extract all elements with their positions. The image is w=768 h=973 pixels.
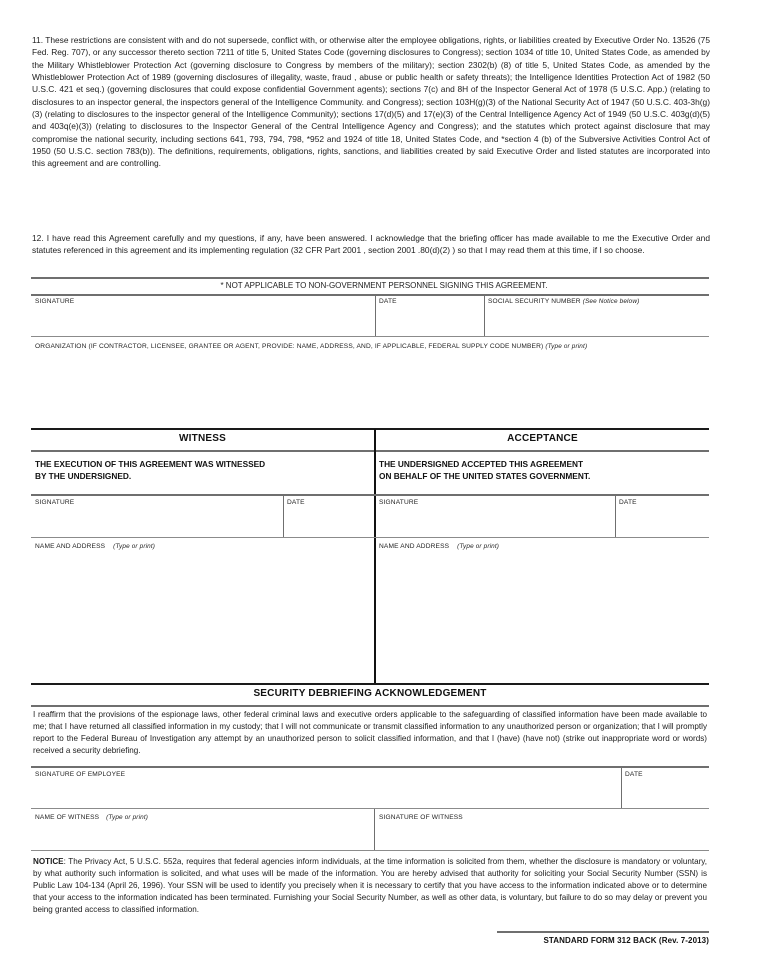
witness-signature-field-label: SIGNATURE [35,499,75,506]
acceptance-name-address-label-text: NAME AND ADDRESS [379,543,450,550]
ssn-input-area[interactable] [486,305,706,335]
form-identifier-footer: STANDARD FORM 312 BACK (Rev. 7-2013) [543,936,709,945]
witness-name-address-label-text: NAME AND ADDRESS [35,543,106,550]
acceptance-statement-line-1: THE UNDERSIGNED ACCEPTED THIS AGREEMENT [379,459,584,469]
signature-date-input-area[interactable] [377,305,482,335]
signature-row-top-rule [31,294,709,296]
debriefing-witness-name-field-label [35,814,148,821]
acceptance-section-heading: ACCEPTANCE [507,433,578,444]
witness-statement [35,459,365,482]
debriefing-signature-row-top-rule [31,766,709,768]
witness-date-field-label: DATE [287,499,305,506]
footer-top-rule [497,931,709,933]
witness-acceptance-center-divider [374,429,376,683]
notice-label: NOTICE [33,857,64,866]
debriefing-witness-name-input-area[interactable] [33,822,372,849]
acceptance-name-address-type-or-print-note: (Type or print) [457,543,500,550]
debriefing-witness-signature-input-area[interactable] [377,822,707,849]
notice-body: : The Privacy Act, 5 U.S.C. 552a, requires that federal agencies inform individuals, at the time information is solicited from them, whether the disclosure is mandatory or voluntary, by what authority such information is solicited, and what uses will be made of the information. You are hereby advised that authority for soliciting your Social Security Number (SSN) is Public Law 104-134 (April 26, 1996). Your SSN will be used to identify you precisely when it is necessary to certify that you have access to the information indicated above or to determine that your access to the information indicated has been terminated. Furnishing your Social Security Number, as well as other data, is voluntary, but failure to do so may delay or prevent you being granted access to classified information. [33,857,707,914]
organization-label-text: ORGANIZATION (IF CONTRACTOR, LICENSEE, GRANTEE OR AGENT, PROVIDE: NAME, ADDRESS, AND, IF APPLICABLE, FEDERAL SUPPLY CODE NUMBER) [35,343,544,350]
debriefing-top-rule [31,683,709,685]
witness-acceptance-heading-bottom-rule [31,450,709,452]
debriefing-signature-row-bottom-rule [31,808,709,809]
employee-signature-date-input-area[interactable] [623,778,707,807]
witness-name-signature-divider [374,809,375,850]
witness-name-address-input-area[interactable] [33,552,371,680]
acceptance-signature-field-label: SIGNATURE [379,499,419,506]
witness-acceptance-top-rule [31,428,709,430]
acceptance-statement [379,459,709,482]
debriefing-body-paragraph: I reaffirm that the provisions of the espionage laws, other federal criminal laws and executive orders applicable to the safeguarding of classified information have been made available to me; that I have returned all classified information in my custody; that I will not communicate or transmit classified information to any unauthorized person or organization; that I will promptly report to the Federal Bureau of Investigation any attempt by an unauthorized person to solicit classified information, and that I (have) (have not) (strike out inappropriate word or words) received a security debriefing. [33,710,707,755]
signature-row-bottom-rule [31,336,709,337]
privacy-act-notice-paragraph [33,856,707,916]
ssn-notice-reference: (See Notice below) [582,298,640,305]
clause-12-paragraph: 12. I have read this Agreement carefully and my questions, if any, have been answered. I acknowledge that the briefing officer has made available to me the Executive Order and statutes referenced in this agreement and its implementing regulation (32 CFR Part 2001 , section 2001 .80(d)(2) ) so that I may read them at this time, if I so choose. [32,233,710,256]
signature-input-area[interactable] [33,305,373,335]
debriefing-heading-bottom-rule [31,705,709,707]
acceptance-date-input-area[interactable] [617,506,706,536]
acceptance-statement-line-2: ON BEHALF OF THE UNITED STATES GOVERNMENT. [379,470,591,481]
acceptance-signature-date-divider [615,495,616,537]
debriefing-witness-signature-field-label: SIGNATURE OF WITNESS [379,814,463,821]
debriefing-witness-row-bottom-rule [31,850,709,851]
applicability-note: * NOT APPLICABLE TO NON-GOVERNMENT PERSONNEL SIGNING THIS AGREEMENT. [220,281,548,290]
witness-signature-row-top-rule [31,494,709,496]
clause-11-paragraph: 11. These restrictions are consistent with and do not supersede, conflict with, or otherwise alter the employee obligations, rights, or liabilities created by Executive Order No. 13526 (75 Fed. Reg. 707), or any successor thereto section 7211 of title 5, United States Code (governing disclosures to Congress); section 1034 of title 10, United States Code, as amended by the Military Whistleblower Protection Act (governing disclosure to Congress by members of the military); section 2302(b) (8) of title 5, United States Code, as amended by the Whistleblower Protection Act of 1989 (governing disclosures of illegality, waste, fraud , abuse or public health or safety threats); the Intelligence Identities Protection Act of 1982 (50 U.S.C. 421 et seq.) (governing disclosures that could expose confidential Government agents); sections 7(c) and 8H of the Inspector General Act of 1978 (5 U.S.C. App.) (relating to disclosures to an inspector general, the inspectors general of the Intelligence Community. and Congress); section 103H(g)(3) of the National Security Act of 1947 (50 U.S.C. 403-3h(g)(3) (relating to disclosures to the inspector general of the Intelligence Community); sections 17(d)(5) and 17(e)(3) of the Central Intelligence Agency Act of 1949 (50 U.S.C. 403g(d)(5) and 403q(e)(3)) (relating to disclosures to the Inspector General of the Central Intelligence Agency and Congress); and the statutes which protect against disclosure that may compromise the national security, including sections 641, 793, 794, 798, *952 and 1924 of title 18, United States Code, and *section 4 (b) of the Subversive Activities Control Act of 1950 (50 U.S.C. section 783(b)). The definitions, requirements, obligations, rights, sanctions, and liabilities created by said Executive Order and listed statutes are incorporated into this agreement and are controlling. [32,35,710,169]
witness-section-heading: WITNESS [179,433,226,444]
debriefing-section-heading: SECURITY DEBRIEFING ACKNOWLEDGEMENT [253,688,487,699]
organization-field-label [35,342,695,352]
ssn-label-text: SOCIAL SECURITY NUMBER [488,298,581,305]
employee-signature-input-area[interactable] [33,778,619,807]
witness-statement-line-1: THE EXECUTION OF THIS AGREEMENT WAS WITNESSED [35,459,266,469]
organization-type-or-print-note: (Type or print) [545,343,588,350]
signature-date-field-label: DATE [379,298,397,305]
witness-statement-line-2: BY THE UNDERSIGNED. [35,470,132,481]
witness-name-address-type-or-print-note: (Type or print) [113,543,156,550]
employee-signature-date-field-label: DATE [625,771,643,778]
acceptance-name-address-input-area[interactable] [377,552,707,680]
applicability-note-top-rule [31,277,709,279]
debriefing-witness-name-type-or-print-note: (Type or print) [106,814,149,821]
witness-date-input-area[interactable] [285,506,372,536]
date-ssn-divider [484,295,485,336]
signature-date-divider [375,295,376,336]
acceptance-name-address-field-label [379,543,499,550]
signature-field-label: SIGNATURE [35,298,75,305]
witness-signature-date-divider [283,495,284,537]
debriefing-witness-name-label-text: NAME OF WITNESS [35,814,100,821]
acceptance-date-field-label: DATE [619,499,637,506]
acceptance-signature-input-area[interactable] [377,506,613,536]
witness-signature-input-area[interactable] [33,506,281,536]
witness-signature-row-bottom-rule [31,537,709,538]
organization-input-area[interactable] [33,362,707,402]
ssn-field-label [488,298,639,305]
witness-name-address-field-label [35,543,155,550]
employee-signature-date-divider [621,767,622,808]
employee-signature-field-label: SIGNATURE OF EMPLOYEE [35,771,126,778]
